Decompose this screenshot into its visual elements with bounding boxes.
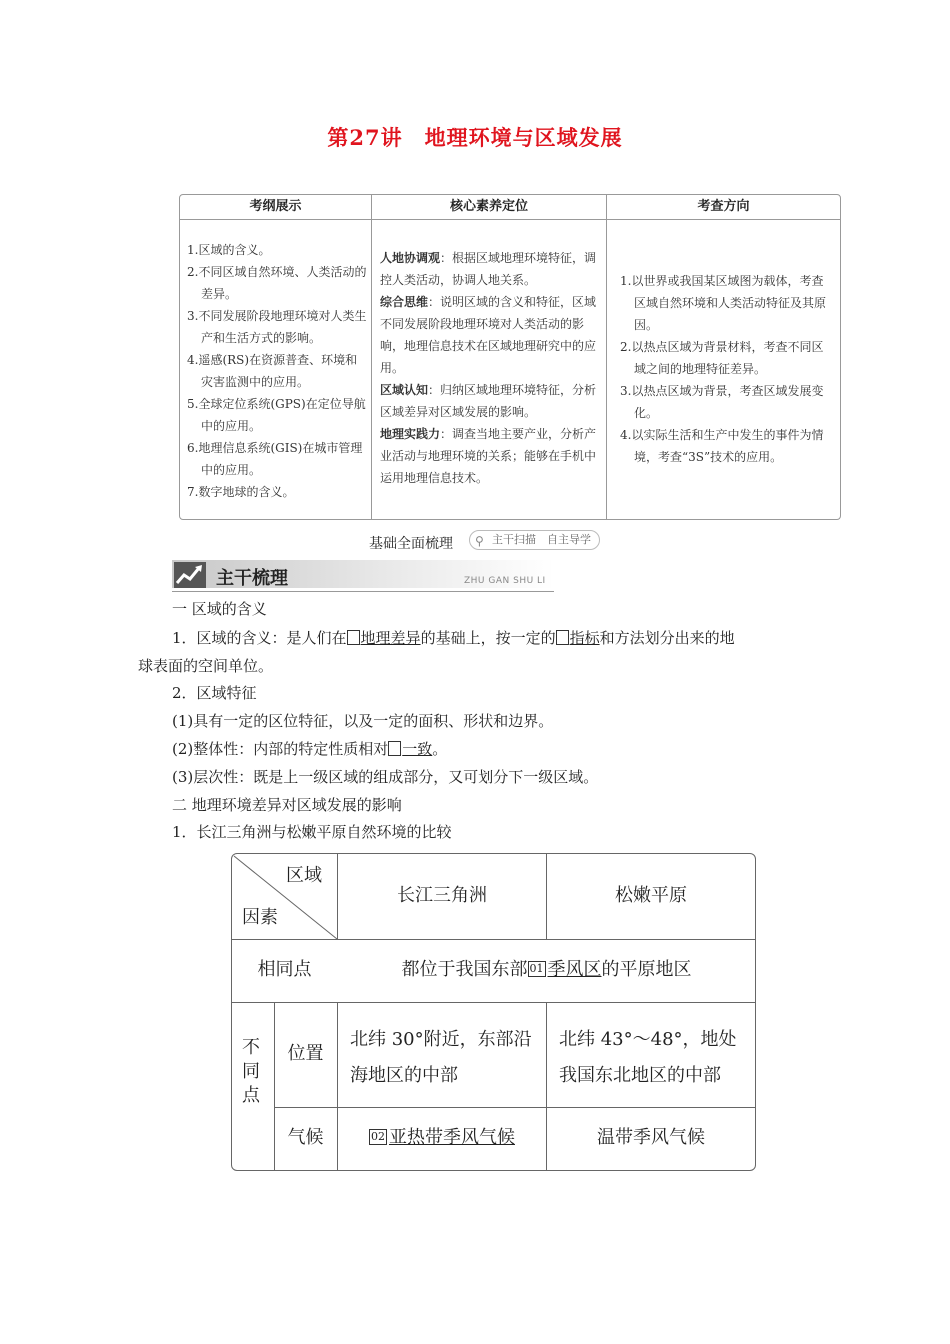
literacy-text: ：说明区域的含义和特征，区域不同发展阶段地理环境对人类活动的影响，地理信息技术在区域地理研究中的应用。: [380, 295, 597, 375]
syllabus-table: [179, 194, 841, 520]
literacy-key: 区域认知: [380, 383, 429, 397]
paragraph-feature-2: [172, 739, 447, 759]
list-item: 3.不同发展阶段地理环境对人类生产和生活方式的影响。: [187, 309, 367, 345]
paragraph-region-definition: [172, 628, 832, 648]
text: 都位于我国东部: [401, 959, 528, 980]
lecture-number: 第27讲: [327, 125, 403, 150]
list-item: 2.以热点区域为背景材料，考查不同区域之间的地理特征差异。: [620, 340, 824, 376]
literacy-key: 地理实践力: [380, 427, 441, 441]
heading-environment-impact: 二 地理环境差异对区域发展的影响: [172, 796, 402, 814]
banner-label: 主干梳理: [216, 568, 288, 589]
text: 。: [432, 740, 448, 758]
literacy-key: 人地协调观: [380, 251, 441, 265]
text: 的基础上，按一定的: [420, 629, 556, 647]
answer-index: 02: [371, 1130, 385, 1143]
section-pill: [469, 530, 600, 550]
blank-box-icon: [556, 630, 569, 645]
text: (2)整体性：内部的特定性质相对: [172, 740, 389, 758]
lecture-topic: 地理环境与区域发展: [424, 125, 623, 150]
header-syllabus: 考纲展示: [180, 195, 371, 220]
list-item: 7.数字地球的含义。: [187, 485, 295, 499]
pill-label: 主干扫描 自主导学: [492, 533, 591, 546]
paragraph-feature-3: (3)层次性：既是上一级区域的组成部分，又可划分下一级区域。: [172, 768, 599, 786]
paragraph-comparison-intro: 1．长江三角洲与松嫩平原自然环境的比较: [172, 823, 452, 841]
magnifier-icon: ⚲: [475, 534, 484, 548]
answer-text: 亚热带季风气候: [389, 1127, 515, 1148]
literacy-list: [372, 220, 606, 519]
column-songnen-plain: 松嫩平原: [615, 885, 687, 906]
blank-box-icon: [347, 630, 360, 645]
list-item: 4.遥感(RS)在资源普查、环境和灾害监测中的应用。: [187, 353, 358, 389]
list-item: 6.地理信息系统(GIS)在城市管理中的应用。: [187, 441, 363, 477]
text: 和方法划分出来的地: [599, 629, 735, 647]
text: 的平原地区: [601, 959, 692, 980]
section-title: 基础全面梳理: [369, 536, 453, 552]
literacy-text: ：调查当地主要产业，分析产业活动与地理环境的关系；能够在手机中运用地理信息技术。: [380, 427, 597, 485]
blank-box-icon: [388, 741, 401, 756]
answer-text: 季风区: [547, 959, 602, 980]
cell-climate-yangtze: [338, 1124, 546, 1152]
table-line: [232, 1002, 755, 1003]
paragraph-feature-1: (1)具有一定的区位特征，以及一定的面积、形状和边界。: [172, 712, 554, 730]
cell-same: [338, 956, 755, 984]
list-item: 1.以世界或我国某区域图为载体，考查区域自然环境和人类活动特征及其原因。: [620, 274, 827, 332]
list-item: 1.区域的含义。: [187, 243, 271, 257]
direction-list: [607, 220, 840, 519]
cell-location-songnen: 北纬 43°～48°，地处我国东北地区的中部: [559, 1029, 737, 1086]
answer-index: 01: [529, 962, 544, 975]
corner-factor-label: 因素: [242, 907, 278, 928]
trend-chart-icon: [174, 562, 206, 588]
list-item: [380, 291, 600, 379]
header-direction: 考查方向: [607, 195, 840, 220]
row-label-location: 位置: [287, 1043, 324, 1064]
corner-region-label: 区域: [286, 865, 322, 886]
literacy-key: 综合思维: [380, 295, 429, 309]
banner-pinyin: ZHU GAN SHU LI: [464, 576, 546, 586]
cell-location-yangtze: 北纬 30°附近，东部沿海地区的中部: [350, 1029, 532, 1086]
table-line: [274, 1107, 755, 1108]
list-item: 2.不同区域自然环境、人类活动的差异。: [187, 265, 367, 301]
cell-climate-songnen: 温带季风气候: [597, 1127, 705, 1148]
paragraph-continuation: 球表面的空间单位。: [138, 657, 274, 675]
column-yangtze-delta: 长江三角洲: [397, 885, 487, 906]
row-label-different: 不同点: [242, 1037, 260, 1106]
section-banner: [172, 560, 554, 592]
comparison-table: [231, 853, 756, 1171]
list-item: [380, 423, 600, 489]
answer-text: 指标: [569, 629, 600, 647]
list-item: 5.全球定位系统(GPS)在定位导航中的应用。: [187, 397, 366, 433]
syllabus-list: [180, 220, 371, 519]
page-title: [0, 122, 950, 152]
banner-rule: [172, 591, 554, 592]
list-item: [380, 247, 600, 291]
row-label-climate: 气候: [287, 1127, 324, 1148]
list-item: 3.以热点区域为背景，考查区域发展变化。: [620, 384, 824, 420]
list-item: [380, 379, 600, 423]
row-label-same: 相同点: [257, 959, 312, 980]
list-item: 4.以实际生活和生产中发生的事件为情境，考查“3S”技术的应用。: [620, 428, 824, 464]
answer-text: 地理差异: [360, 629, 421, 647]
literacy-text: ：归纳区域地理环境特征，分析区域差异对区域发展的影响。: [380, 383, 597, 419]
heading-region-meaning: 一 区域的含义: [172, 600, 267, 618]
paragraph-region-features: 2．区域特征: [172, 684, 257, 702]
text: 1．区域的含义：是人们在: [172, 629, 347, 647]
answer-text: 一致: [402, 740, 433, 758]
header-literacy: 核心素养定位: [372, 195, 606, 220]
literacy-text: ：根据区域地理环境特征，调控人类活动，协调人地关系。: [380, 251, 597, 287]
